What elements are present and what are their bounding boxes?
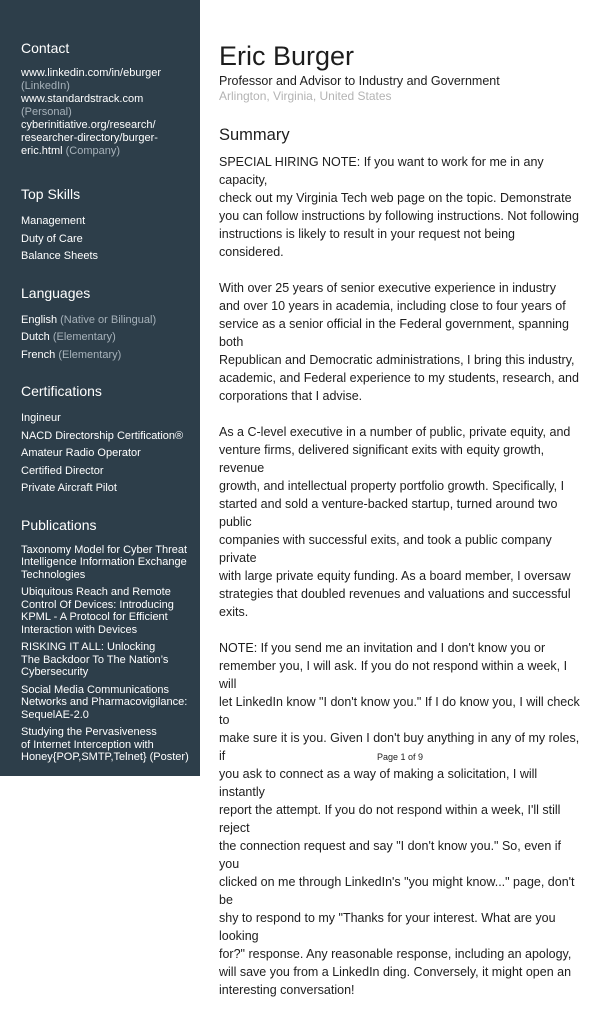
summary-paragraph <box>219 153 581 261</box>
summary-line: venture firms, delivered significant exits with equity growth, revenue <box>219 443 545 475</box>
certifications-heading: Certifications <box>21 383 102 399</box>
language-item <box>21 347 191 365</box>
company-link-line-3 <box>21 145 191 158</box>
company-link-line-3-text[interactable]: eric.html <box>21 145 63 157</box>
summary-line: report the attempt. If you do not respond within a week, I'll still reject <box>219 803 561 835</box>
publication-line: RISKING IT ALL: Unlocking <box>21 641 156 653</box>
summary-paragraph <box>219 423 581 621</box>
publication-line: Intelligence Information Exchange <box>21 556 187 568</box>
summary-line: corporations that I advise. <box>219 389 363 403</box>
summary-line: strategies that doubled revenues and valuations and successful <box>219 587 571 601</box>
publication-line: Cybersecurity <box>21 666 89 678</box>
language-level: (Native or Bilingual) <box>60 313 157 326</box>
certification-item: Ingineur <box>21 412 61 424</box>
summary-line: companies with successful exits, and took a public company private <box>219 533 552 565</box>
summary-line: Republican and Democratic administrations, I bring this industry, <box>219 353 575 367</box>
summary-line: remember you, I will ask. If you do not respond within a week, I will <box>219 659 568 691</box>
summary-paragraph <box>219 279 581 405</box>
company-link-line-1[interactable]: cyberinitiative.org/research/ <box>21 119 156 131</box>
personal-link[interactable]: www.standardstrack.com <box>21 93 144 105</box>
contact-heading: Contact <box>21 40 70 56</box>
sidebar <box>0 0 200 776</box>
publication-line: of Internet Interception with <box>21 738 154 751</box>
publication-item <box>21 544 191 582</box>
publication-line: Control Of Devices: Introducing <box>21 598 174 611</box>
top-skills-heading: Top Skills <box>21 186 81 202</box>
skill-item: Management <box>21 215 86 227</box>
publication-line: Studying the Pervasiveness <box>21 726 157 738</box>
summary-line: SPECIAL HIRING NOTE: If you want to work for me in any capacity, <box>219 155 544 187</box>
publication-line: The Backdoor To The Nation’s <box>21 653 169 666</box>
summary-line: the connection request and say "I don't know you." So, even if you <box>219 839 562 871</box>
summary-line: shy to respond to my "Thanks for your interest. What are you looking <box>219 911 556 943</box>
publication-line: Taxonomy Model for Cyber Threat <box>21 543 188 556</box>
summary-line: interesting conversation! <box>219 983 355 997</box>
summary-line: academic, and Federal experience to my students, research, and <box>219 371 579 385</box>
location: Arlington, Virginia, United States <box>219 89 392 103</box>
language-name: English <box>21 313 58 326</box>
publications-section <box>21 517 191 764</box>
language-name: French <box>21 348 56 361</box>
sidebar-content <box>21 40 191 781</box>
publication-item <box>21 641 191 679</box>
publication-item <box>21 586 191 636</box>
certifications-section <box>21 383 191 498</box>
summary-line: for?" response. Any reasonable response, including an apology, <box>219 947 572 961</box>
skill-item: Duty of Care <box>21 232 83 245</box>
summary-line: let LinkedIn know "I don't know you." If I do know you, I will check to <box>219 695 580 727</box>
language-item <box>21 329 191 347</box>
language-level: (Elementary) <box>52 331 116 343</box>
certification-item: Private Aircraft Pilot <box>21 482 117 494</box>
publication-line: KPML - A Protocol for Efficient <box>21 611 168 623</box>
summary-line: clicked on me through LinkedIn's "you might know..." page, don't be <box>219 875 575 907</box>
summary-line: you ask to connect as a way of making a solicitation, I will instantly <box>219 767 538 799</box>
languages-heading: Languages <box>21 284 91 301</box>
publication-line: Networks and Pharmacovigilance: <box>21 696 188 708</box>
publication-item <box>21 684 191 722</box>
summary-line: service as a senior official in the Federal government, spanning both <box>219 317 569 349</box>
summary-line: will save you from a LinkedIn ding. Conversely, it might open an <box>219 965 572 979</box>
publication-item <box>21 726 191 764</box>
publication-line: Technologies <box>21 568 86 581</box>
headline: Professor and Advisor to Industry and Government <box>219 74 500 88</box>
personal-note: (Personal) <box>21 106 72 118</box>
contact-lines <box>21 67 191 158</box>
summary-line: As a C-level executive in a number of public, private equity, and <box>219 425 571 439</box>
top-skills-section <box>21 186 191 266</box>
summary-line: and over 10 years in academia, including close to four years of <box>219 299 566 313</box>
summary-line: with large private equity funding. As a board member, I oversaw <box>219 569 571 583</box>
person-name: Eric Burger <box>219 41 355 71</box>
certification-item: NACD Directorship Certification® <box>21 429 184 442</box>
certification-item: Amateur Radio Operator <box>21 447 141 459</box>
language-item <box>21 312 191 330</box>
language-name: Dutch <box>21 331 50 343</box>
publication-line: Honey{POP,SMTP,Telnet} (Poster) <box>21 751 189 763</box>
summary-line: instructions is likely to result in your request not being considered. <box>219 227 515 259</box>
company-link-line-2[interactable]: researcher-directory/burger- <box>21 132 158 144</box>
summary-line: check out my Virginia Tech web page on the topic. Demonstrate <box>219 191 572 205</box>
summary-heading: Summary <box>219 126 290 144</box>
page-number: Page 1 of 9 <box>376 752 424 762</box>
summary-line: growth, and intellectual property portfolio growth. Specifically, I <box>219 479 565 493</box>
summary-line: exits. <box>219 605 249 619</box>
linkedin-link[interactable]: www.linkedin.com/in/eburger <box>21 67 162 79</box>
summary-paragraph <box>219 639 581 999</box>
summary-line: With over 25 years of senior executive experience in industry <box>219 281 556 295</box>
summary-line: make sure it is you. Given I don't buy anything in any of my roles, if <box>219 731 580 763</box>
summary-line: you can follow instructions by following instructions. Not following <box>219 209 579 223</box>
contact-section <box>21 40 191 158</box>
publication-line: Interaction with Devices <box>21 623 138 636</box>
main-content <box>219 40 581 1017</box>
company-note: (Company) <box>65 145 121 157</box>
linkedin-note: (LinkedIn) <box>21 80 70 92</box>
summary-line: started and sold a venture-backed startup, turned around two public <box>219 497 558 529</box>
language-level: (Elementary) <box>58 348 122 361</box>
publication-line: Social Media Communications <box>21 683 169 696</box>
publications-heading: Publications <box>21 516 97 533</box>
certification-item: Certified Director <box>21 464 104 477</box>
publication-line: Ubiquitous Reach and Remote <box>21 586 171 598</box>
skill-item: Balance Sheets <box>21 250 99 262</box>
languages-section <box>21 285 191 365</box>
publication-line: SequelAE-2.0 <box>21 708 89 721</box>
summary-line: NOTE: If you send me an invitation and I don't know you or <box>219 641 546 655</box>
